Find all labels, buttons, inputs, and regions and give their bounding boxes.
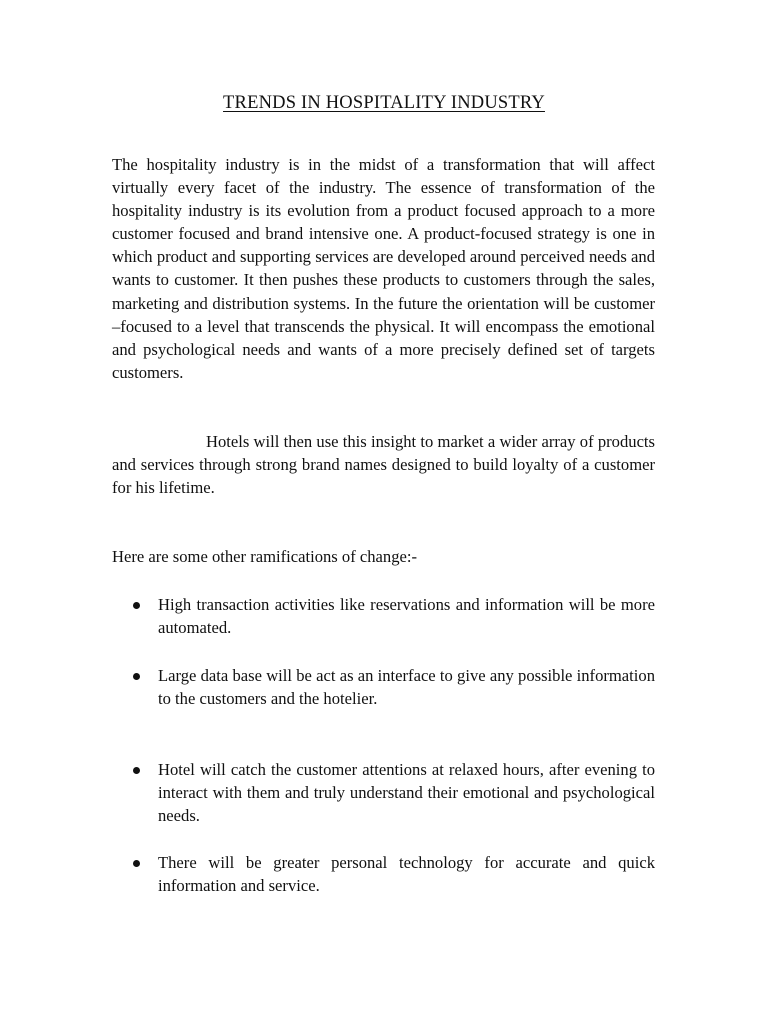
bullet-icon [133, 673, 140, 680]
intro-paragraph: The hospitality industry is in the midst of a transformation that will affect virtually every facet of the industry. The essence of transformation of the hospitality industry is its evolution from a product focused approach to a more customer focused and brand intensive one. A product-focused strategy is one in which product and supporting services are developed around perceived needs and wants to customer. It then pushes these products to customers through the sales, marketing and distribution systems. In the future the orientation will be customer –focused to a level that transcends the physical. It will encompass the emotional and psychological needs and wants of a more precisely defined set of targets customers. [112, 155, 655, 382]
bullet-icon [133, 767, 140, 774]
insight-paragraph: Hotels will then use this insight to market a wider array of products and services through strong brand names designed to build loyalty of a customer for his lifetime. [112, 432, 655, 498]
list-item-text: Large data base will be act as an interface to give any possible information to the customers and the hotelier. [158, 666, 655, 709]
list-item [158, 593, 655, 639]
list-item [158, 664, 655, 710]
list-item-text: There will be greater personal technology for accurate and quick information and service. [158, 853, 655, 896]
bullet-icon [133, 602, 140, 609]
ramifications-heading: Here are some other ramifications of change:- [112, 547, 417, 566]
list-item-text: Hotel will catch the customer attentions at relaxed hours, after evening to interact with them and truly understand their emotional and psychological needs. [158, 760, 655, 826]
list-item [158, 851, 655, 897]
list-item-text: High transaction activities like reservations and information will be more automated. [158, 595, 655, 638]
document-title: TRENDS IN HOSPITALITY INDUSTRY [223, 93, 545, 113]
bullet-icon [133, 860, 140, 867]
list-item [158, 758, 655, 827]
